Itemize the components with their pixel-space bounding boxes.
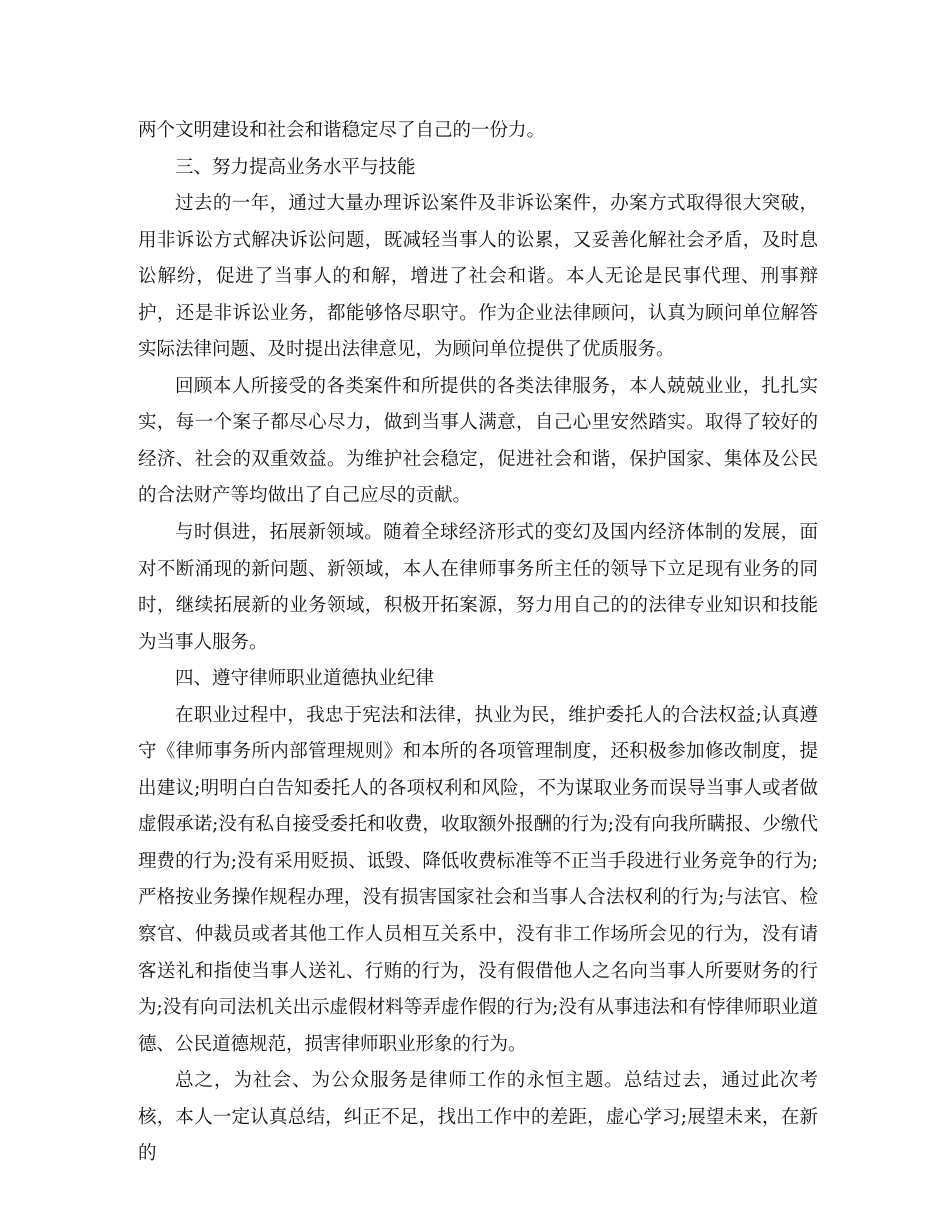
document-body — [138, 113, 818, 1173]
paragraph-continuation: 两个文明建设和社会和谐稳定尽了自己的一份力。 — [138, 120, 546, 141]
paragraph-professional-conduct: 在职业过程中，我忠于宪法和法律，执业为民，维护委托人的合法权益;认真遵守《律师事务所内部管理规则》和本所的各项管理制度，还积极参加修改制度，提出建议;明明白白告知委托人的各项权利和风险，不为谋取业务而误导当事人或者做虚假承诺;没有私自接受委托和收费，收取额外报酬的行为;没有向我所瞒报、少缴代理费的行为;没有采用贬损、诋毁、降低收费标准等不正当手段进行业务竞争的行为;严格按业务操作规程办理，没有损害国家社会和当事人合法权利的行为;与法官、检察官、仲裁员或者其他工作人员相互关系中，没有非工作场所会见的行为，没有请客送礼和指使当事人送礼、行贿的行为，没有假借他人之名向当事人所要财务的行为;没有向司法机关出示虚假材料等弄虚作假的行为;没有从事违法和有悖律师职业道德、公民道德规范，损害律师职业形象的行为。 — [138, 704, 818, 1055]
paragraph-summary: 总之，为社会、为公众服务是律师工作的永恒主题。总结过去，通过此次考核，本人一定认真总结，纠正不足，找出工作中的差距，虚心学习;展望未来，在新的 — [138, 1070, 818, 1165]
paragraph-new-fields: 与时俱进，拓展新领域。随着全球经济形式的变幻及国内经济体制的发展，面对不断涌现的新问题、新领域，本人在律师事务所主任的领导下立足现有业务的同时，继续拓展新的业务领域，积极开拓案源，努力用自己的的法律专业知识和技能为当事人服务。 — [138, 522, 818, 653]
paragraph-past-year: 过去的一年，通过大量办理诉讼案件及非诉讼案件，办案方式取得很大突破，用非诉讼方式解决诉讼问题，既减轻当事人的讼累，又妥善化解社会矛盾，及时息讼解纷，促进了当事人的和解，增进了社会和谐。本人无论是民事代理、刑事辩护，还是非诉讼业务，都能够恪尽职守。作为企业法律顾问，认真为顾问单位解答实际法律问题、及时提出法律意见，为顾问单位提供了优质服务。 — [138, 193, 818, 361]
section-heading-four: 四、遵守律师职业道德执业纪律 — [175, 668, 435, 690]
section-heading-three: 三、努力提高业务水平与技能 — [175, 156, 416, 178]
paragraph-review: 回顾本人所接受的各类案件和所提供的各类法律服务，本人兢兢业业，扎扎实实，每一个案子都尽心尽力，做到当事人满意，自己心里安然踏实。取得了较好的经济、社会的双重效益。为维护社会稳定，促进社会和谐，保护国家、集体及公民的合法财产等均做出了自己应尽的贡献。 — [138, 375, 818, 507]
